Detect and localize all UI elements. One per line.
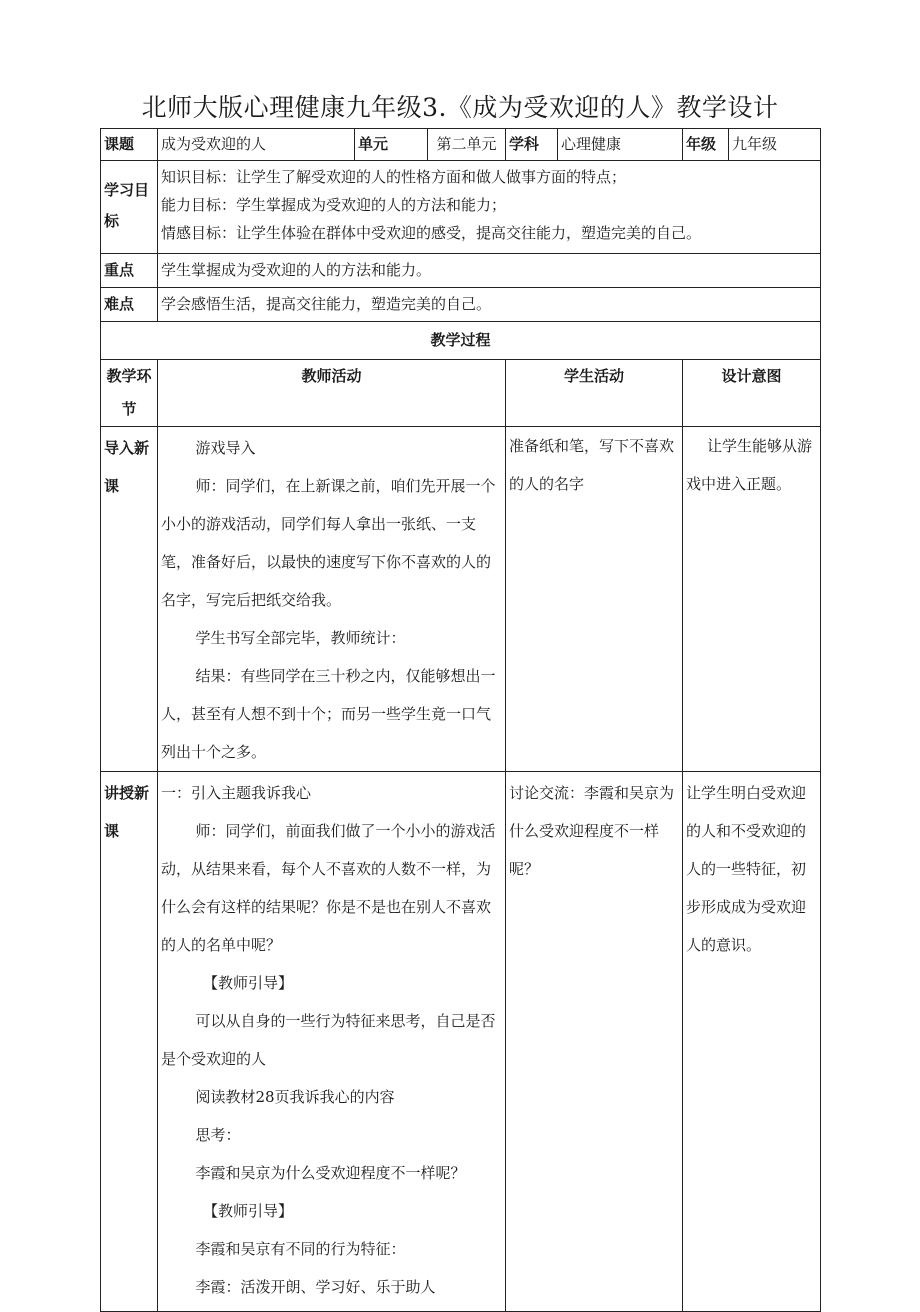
teacher-paragraph: 学生书写全部完毕，教师统计： (195, 629, 406, 647)
document-title: 北师大版心理健康九年级3.《成为受欢迎的人》教学设计 (141, 93, 779, 122)
difficulty-value: 学会感悟生活，提高交往能力，塑造完美的自己。 (158, 288, 821, 322)
header-teacher: 教师活动 (158, 360, 506, 427)
key-point-value: 学生掌握成为受欢迎的人的方法和能力。 (158, 254, 821, 288)
goals-row (101, 161, 821, 254)
goals-content (158, 161, 821, 254)
teacher-guide-label: 【教师引导】 (203, 974, 294, 992)
teacher-activity-new-lesson (158, 772, 506, 1312)
key-point-label: 重点 (101, 254, 158, 288)
grade-label: 年级 (683, 129, 729, 161)
goal-ability: 能力目标：学生掌握成为受欢迎的人的方法和能力； (161, 196, 507, 214)
unit-label: 单元 (355, 129, 428, 161)
process-row-intro (101, 427, 821, 772)
header-intent: 设计意图 (683, 360, 821, 427)
teacher-activity-intro (158, 427, 506, 772)
teacher-paragraph: 思考： (195, 1126, 241, 1144)
teacher-heading: 一：引入主题我诉我心 (161, 784, 312, 802)
topic-label: 课题 (101, 129, 158, 161)
intent-intro: 让学生能够从游戏中进入正题。 (683, 427, 821, 772)
lesson-plan-table (100, 128, 821, 1312)
topic-value: 成为受欢迎的人 (158, 129, 355, 161)
teacher-paragraph: 李霞：活泼开朗、学习好、乐于助人 (195, 1278, 436, 1296)
teacher-paragraph: 结果：有些同学在三十秒之内，仅能够想出一人，甚至有人想不到十个；而另一些学生竟一口气列出十个之多。 (161, 667, 496, 761)
header-student: 学生活动 (506, 360, 683, 427)
teacher-paragraph: 阅读教材28页我诉我心的内容 (195, 1088, 395, 1106)
info-row (101, 129, 821, 161)
grade-value: 九年级 (729, 129, 821, 161)
difficulty-row (101, 288, 821, 322)
subject-label: 学科 (506, 129, 558, 161)
process-header-row (101, 360, 821, 427)
stage-intro: 导入新课 (101, 427, 158, 772)
teacher-guide-label: 【教师引导】 (203, 1202, 294, 1220)
difficulty-label: 难点 (101, 288, 158, 322)
goals-label: 学习目标 (101, 161, 158, 254)
teacher-paragraph: 师：同学们，在上新课之前，咱们先开展一个小小的游戏活动，同学们每人拿出一张纸、一支笔，准备好后，以最快的速度写下你不喜欢的人的名字，写完后把纸交给我。 (161, 477, 496, 609)
process-row-new-lesson (101, 772, 821, 1312)
goal-knowledge: 知识目标：让学生了解受欢迎的人的性格方面和做人做事方面的特点； (161, 168, 627, 186)
key-point-row (101, 254, 821, 288)
student-activity-new-lesson: 讨论交流：李霞和吴京为什么受欢迎程度不一样呢？ (506, 772, 683, 1312)
unit-value: 第二单元 (428, 129, 506, 161)
teacher-paragraph: 李霞和吴京为什么受欢迎程度不一样呢？ (195, 1164, 466, 1182)
student-activity-intro: 准备纸和笔，写下不喜欢的人的名字 (506, 427, 683, 772)
goal-emotion: 情感目标：让学生体验在群体中受欢迎的感受，提高交往能力，塑造完美的自己。 (161, 224, 702, 242)
intent-new-lesson: 让学生明白受欢迎的人和不受欢迎的人的一些特征，初步形成成为受欢迎人的意识。 (683, 772, 821, 1312)
subject-value: 心理健康 (558, 129, 683, 161)
teacher-paragraph: 游戏导入 (195, 439, 256, 457)
teacher-paragraph: 李霞和吴京有不同的行为特征： (195, 1240, 406, 1258)
stage-new-lesson: 讲授新课 (101, 772, 158, 1312)
teacher-paragraph: 可以从自身的一些行为特征来思考，自己是否是个受欢迎的人 (161, 1012, 496, 1068)
process-title-row (101, 322, 821, 360)
header-stage: 教学环节 (101, 360, 158, 427)
process-title: 教学过程 (101, 322, 821, 360)
teacher-paragraph: 师：同学们，前面我们做了一个小小的游戏活动，从结果来看，每个人不喜欢的人数不一样，为什么会有这样的结果呢？你是不是也在别人不喜欢的人的名单中呢？ (161, 822, 496, 954)
